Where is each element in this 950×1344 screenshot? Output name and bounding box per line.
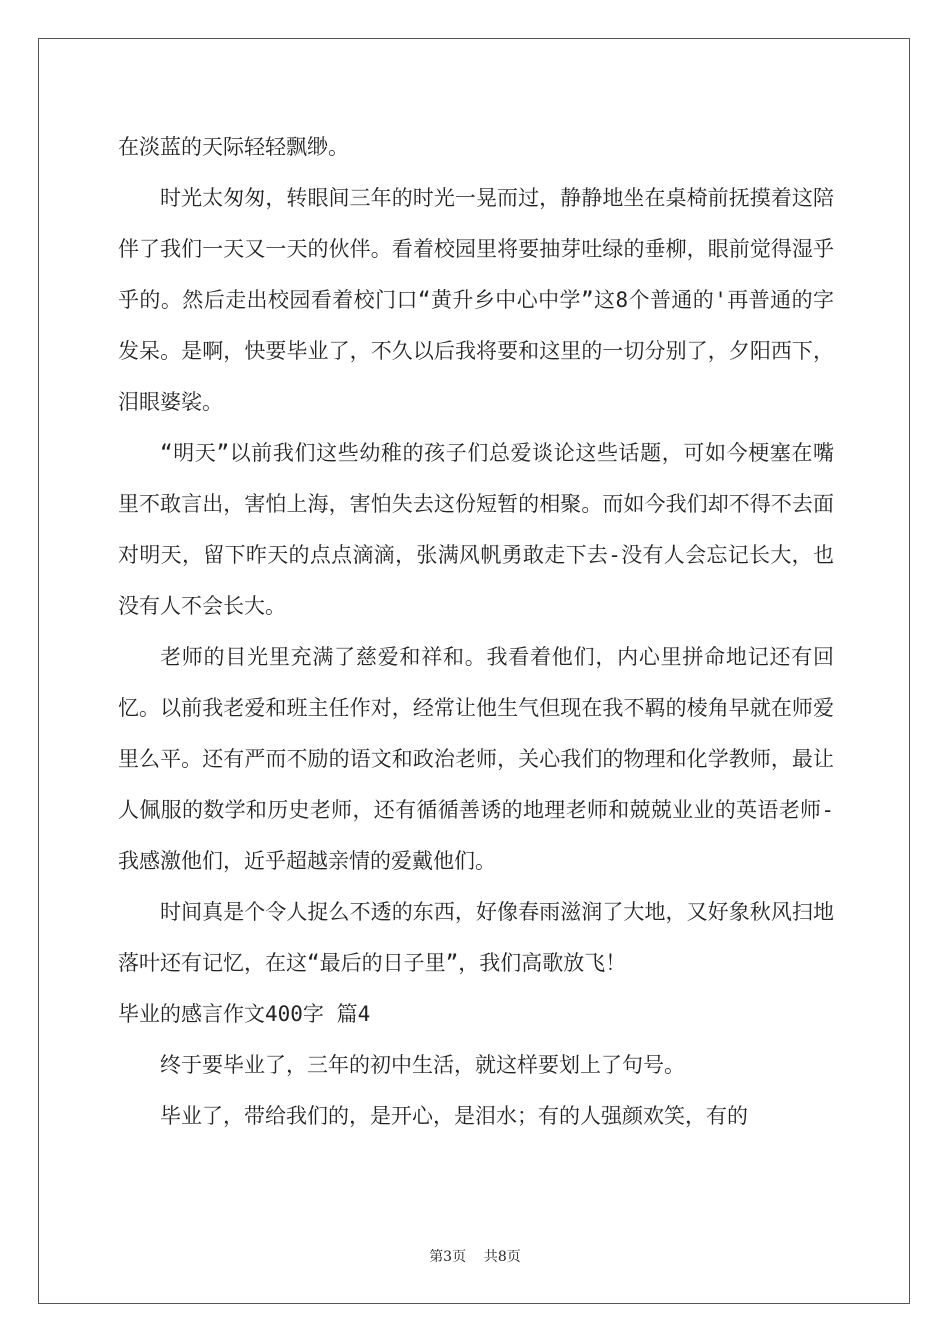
paragraph-4: 老师的目光里充满了慈爱和祥和。我看着他们，内心里拼命地记还有回忆。以前我老爱和班主任作对，经常让他生气但现在我不羁的棱角早就在师爱里么平。还有严而不励的语文和政治老师，关心我们的物理和化学教师，最让人佩服的数学和历史老师，还有循循善诱的地理老师和兢兢业业的英语老师-我感激他们，近乎超越亲情的爱戴他们。 [118, 645, 834, 873]
paragraph-3: “明天”以前我们这些幼稚的孩子们总爱谈论这些话题，可如今梗塞在嘴里不敢言出，害怕上海，害怕失去这份短暂的相聚。而如今我们却不得不去面对明天，留下昨天的点点滴滴，张满风帆勇敢走下去-没有人会忘记长大，也没有人不会长大。 [118, 441, 834, 618]
document-body [118, 122, 834, 1142]
section-heading: 毕业的感言作文400字 篇4 [118, 1002, 371, 1026]
paragraph-2: 时光太匆匆，转眼间三年的时光一晃而过，静静地坐在桌椅前抚摸着这陪伴了我们一天又一天的伙伴。看着校园里将要抽芽吐绿的垂柳，眼前觉得湿乎乎的。然后走出校园看着校门口“黄升乡中心中学”这8个普通的'再普通的字发呆。是啊，快要毕业了，不久以后我将要和这里的一切分别了，夕阳西下，泪眼婆裟。 [118, 186, 834, 414]
paragraph-7: 毕业了，带给我们的，是开心，是泪水；有的人强颜欢笑，有的 [160, 1104, 748, 1128]
paragraph-6: 终于要毕业了，三年的初中生活，就这样要划上了句号。 [160, 1053, 685, 1077]
paragraph-1: 在淡蓝的天际轻轻飘缈。 [118, 135, 349, 159]
paragraph-5: 时间真是个令人捉么不透的东西，好像春雨滋润了大地，又好象秋风扫地落叶还有记忆，在这“最后的日子里”，我们高歌放飞！ [118, 900, 834, 975]
page-number-footer: 第3页 共8页 [429, 1249, 521, 1265]
